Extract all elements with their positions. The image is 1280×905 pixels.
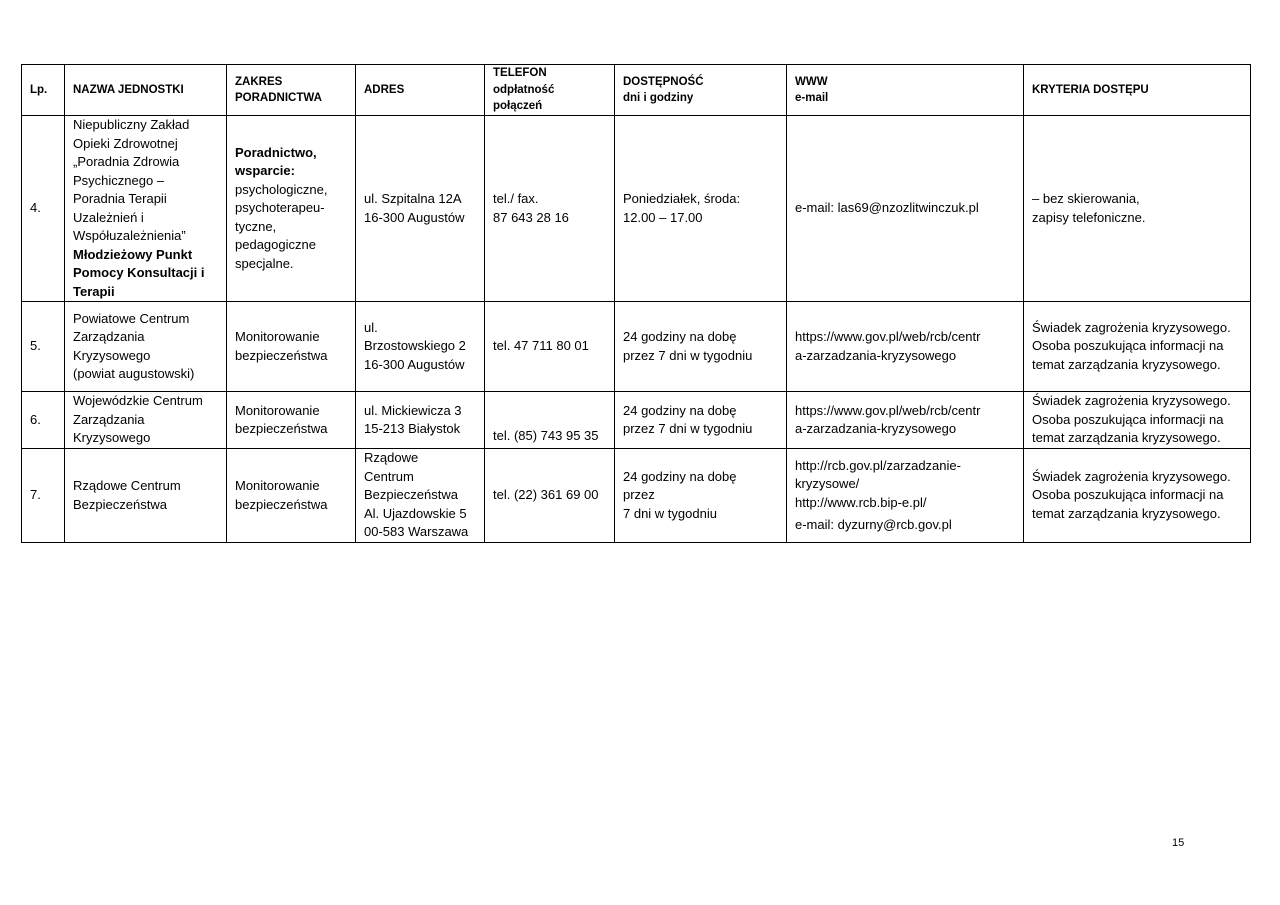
cell-line: temat zarządzania kryzysowego. [1032,430,1221,446]
cell-line: http://rcb.gov.pl/zarzadzanie- [795,457,961,473]
cell-line: Pomocy Konsultacji i [73,265,205,280]
cell-line: Poradnia Terapii [73,191,167,206]
cell-line: Poniedziałek, środa: [623,191,741,206]
row-address [356,116,485,302]
cell-line: Świadek zagrożenia kryzysowego. [1032,393,1231,409]
cell-line: Rządowe [364,450,419,466]
header-www [787,65,1024,116]
cell-line: bezpieczeństwa [235,347,328,363]
header-name [65,65,227,116]
cell-line: WWW [795,75,828,88]
cell-line: a-zarzadzania-kryzysowego [795,421,957,436]
cell-line: https://www.gov.pl/web/rcb/centr [795,402,981,418]
row-address [356,449,485,543]
cell-line: 24 godziny na dobę [623,329,737,344]
cell-line: Świadek zagrożenia kryzysowego. [1032,319,1231,335]
table-header-row [22,65,1251,116]
row-phone [485,449,615,543]
cell-line: odpłatność [493,83,555,96]
row-criteria [1024,392,1251,449]
row-availability [615,302,787,392]
cell-line: Zarządzania [73,411,145,427]
cell-line: 87 643 28 16 [493,209,569,225]
cell-line: – bez skierowania, [1032,191,1140,206]
cell-line: 15-213 Białystok [364,421,461,436]
row-scope [227,302,356,392]
table-row [22,392,1251,449]
cell-line: https://www.gov.pl/web/rcb/centr [795,329,981,344]
cell-line: dni i godziny [623,92,694,104]
row-availability [615,449,787,543]
header-lp [22,65,65,116]
row-name [65,392,227,449]
row-availability [615,392,787,449]
cell-line: specjalne. [235,255,294,271]
row-www [787,302,1024,392]
cell-line: tel. 47 711 80 01 [493,338,589,354]
cell-line: 16-300 Augustów [364,356,465,372]
row-criteria [1024,116,1251,302]
cell-line: 24 godziny na dobę [623,402,737,418]
row-criteria [1024,302,1251,392]
cell-line: Centrum [364,468,414,484]
cell-line: tel. (22) 361 69 00 [493,487,599,503]
cell-line: Świadek zagrożenia kryzysowego. [1032,468,1231,484]
resources-table [21,64,1251,543]
cell-line: przez 7 dni w tygodniu [623,347,753,363]
row-www [787,392,1024,449]
row-lp: 4. [22,116,65,302]
row-criteria [1024,449,1251,543]
cell-line: http://www.rcb.bip-e.pl/ [795,494,927,510]
header-address [356,65,485,116]
cell-line: połączeń [493,100,543,113]
cell-line: zapisy telefoniczne. [1032,209,1146,225]
cell-line: 24 godziny na dobę [623,468,737,484]
cell-line: e-mail [795,92,829,104]
cell-line: Kryzysowego [73,430,151,446]
cell-line: tel. (85) 743 95 35 [493,427,599,443]
row-name [65,302,227,392]
header-availability [615,65,787,116]
row-lp: 5. [22,302,65,392]
cell-line: Współuzależnienia” [73,228,186,243]
cell-line: Lp. [30,83,48,96]
cell-line: Opieki Zdrowotnej [73,135,178,151]
cell-line: psychoterapeu- [235,200,325,216]
cell-line: Bezpieczeństwa [364,487,458,503]
cell-line: 16-300 Augustów [364,209,465,225]
table-row [22,302,1251,392]
cell-line: kryzysowe/ [795,476,860,491]
cell-line: pedagogiczne [235,237,316,253]
cell-line: KRYTERIA DOSTĘPU [1032,83,1149,96]
cell-line: 12.00 – 17.00 [623,209,703,225]
cell-line: Osoba poszukująca informacji na [1032,338,1224,354]
cell-line: ul. Szpitalna 12A [364,191,462,206]
row-address [356,302,485,392]
row-scope [227,392,356,449]
row-www [787,449,1024,543]
cell-line: tyczne, [235,218,277,234]
row-lp: 7. [22,449,65,543]
cell-line: PORADNICTWA [235,92,322,104]
cell-line: Monitorowanie [235,329,320,344]
cell-line: psychologiczne, [235,181,328,197]
row-name [65,116,227,302]
row-phone [485,392,615,449]
cell-line: ZAKRES [235,75,283,88]
cell-line: temat zarządzania kryzysowego. [1032,505,1221,521]
cell-line: Terapii [73,283,115,299]
cell-line: Al. Ujazdowskie 5 [364,505,467,521]
cell-line: Powiatowe Centrum [73,310,190,326]
cell-line: 7 dni w tygodniu [623,505,717,521]
cell-line: Osoba poszukująca informacji na [1032,411,1224,427]
cell-line: tel./ fax. [493,191,539,206]
cell-line: TELEFON [493,67,547,80]
cell-line: bezpieczeństwa [235,421,328,436]
row-phone [485,302,615,392]
row-lp: 6. [22,392,65,449]
cell-line: Rządowe Centrum [73,478,181,493]
page-number: 15 [1172,837,1185,849]
cell-line: przez 7 dni w tygodniu [623,421,753,436]
row-scope [227,449,356,543]
cell-line: Osoba poszukująca informacji na [1032,487,1224,503]
cell-line: Niepubliczny Zakład [73,117,190,132]
cell-line: Bezpieczeństwa [73,496,167,512]
cell-line: Brzostowskiego 2 [364,338,466,354]
cell-line: (powiat augustowski) [73,366,195,381]
row-name [65,449,227,543]
cell-line: NAZWA JEDNOSTKI [73,83,184,96]
cell-line: e-mail: las69@nzozlitwinczuk.pl [795,200,979,216]
cell-line: ul. [364,319,378,335]
cell-line: Młodzieżowy Punkt [73,246,193,262]
header-scope [227,65,356,116]
cell-line: Zarządzania [73,329,145,344]
row-email [787,116,1024,302]
cell-line: Wojewódzkie Centrum [73,393,203,409]
cell-line: Poradnictwo, [235,144,317,160]
cell-line: e-mail: dyzurny@rcb.gov.pl [795,517,952,532]
cell-line: temat zarządzania kryzysowego. [1032,356,1221,372]
cell-line: „Poradnia Zdrowia [73,154,180,169]
cell-line: bezpieczeństwa [235,496,328,512]
cell-line: przez [623,487,655,503]
table-row [22,449,1251,543]
row-address [356,392,485,449]
cell-line: Monitorowanie [235,402,320,418]
cell-line: Kryzysowego [73,347,151,363]
cell-line: Uzależnień i [73,209,144,225]
header-criteria [1024,65,1251,116]
cell-line: a-zarzadzania-kryzysowego [795,347,957,363]
cell-line: DOSTĘPNOŚĆ [623,75,704,88]
cell-line: Psychicznego – [73,172,165,188]
header-phone [485,65,615,116]
row-availability [615,116,787,302]
row-phone [485,116,615,302]
row-scope [227,116,356,302]
cell-line: ul. Mickiewicza 3 [364,402,462,418]
cell-line: Monitorowanie [235,478,320,493]
cell-line: ADRES [364,83,405,96]
cell-line: wsparcie: [235,163,295,179]
table-row [22,116,1251,302]
cell-line: 00-583 Warszawa [364,524,469,540]
